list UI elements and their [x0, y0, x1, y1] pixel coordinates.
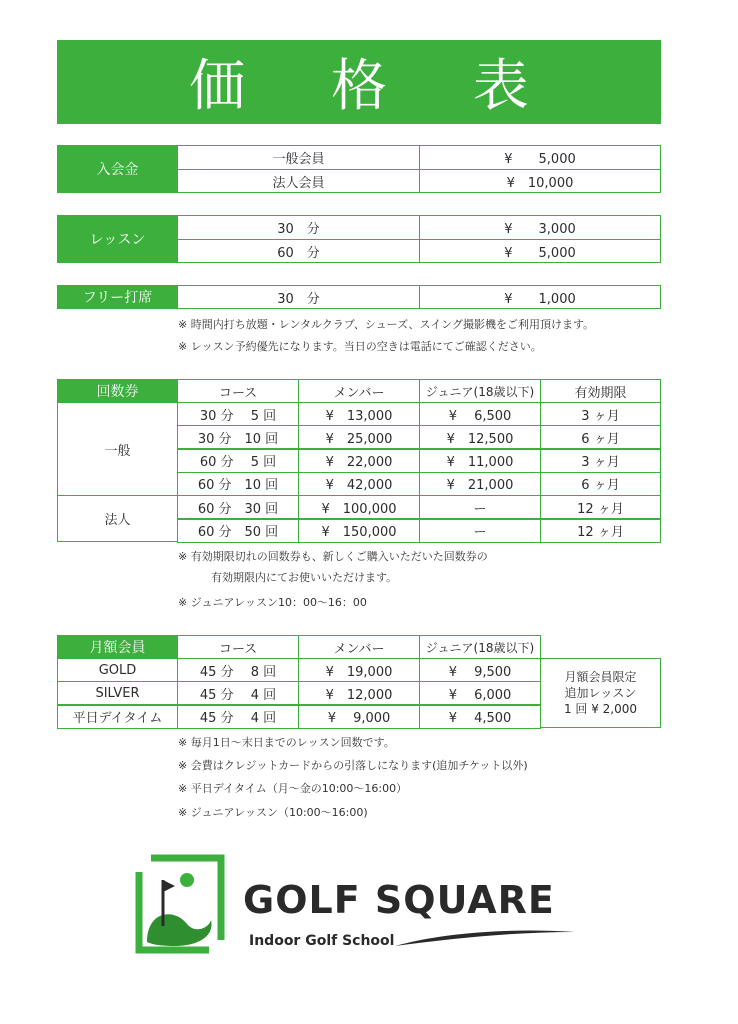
coupon-cell-member: ¥ 42,000: [298, 472, 420, 496]
coupon-cell-junior: ¥ 11,000: [419, 449, 541, 473]
coupon-cell-member: ¥ 100,000: [298, 495, 420, 519]
free-seat-price: ¥ 1,000: [419, 285, 661, 309]
coupon-header-4: 有効期限: [540, 379, 661, 403]
monthly-cell-member: ¥ 12,000: [298, 681, 420, 705]
logo-swoosh: [395, 928, 575, 948]
coupon-group-corporate: 法人: [57, 495, 178, 542]
coupon-header-1: コース: [177, 379, 299, 403]
free-seat-note-2: ※ レッスン予約優先になります。当日の空きは電話にてご確認ください。: [178, 340, 542, 353]
coupon-cell-member: ¥ 13,000: [298, 402, 420, 426]
monthly-cell-plan: 平日デイタイム: [57, 705, 178, 729]
coupon-cell-course: 60 分 5 回: [177, 449, 299, 473]
coupon-cell-junior: ¥ 12,500: [419, 425, 541, 449]
coupon-note-1: ※ 有効期限切れの回数券も、新しくご購入いただいた回数券の: [178, 550, 488, 563]
monthly-note-2: ※ 会費はクレジットカードからの引落しになります(追加チケット以外): [178, 759, 528, 772]
side-note-line-1: 月額会員限定: [564, 670, 637, 684]
coupon-cell-course: 60 分 10 回: [177, 472, 299, 496]
enrollment-name-2: 法人会員: [177, 169, 420, 193]
lesson-name-1: 30 分: [177, 215, 420, 240]
coupon-cell-expiry: 6 ヶ月: [540, 425, 661, 449]
coupon-cell-course: 30 分 10 回: [177, 425, 299, 449]
coupon-cell-expiry: 6 ヶ月: [540, 472, 661, 496]
free-seat-name: 30 分: [177, 285, 420, 309]
lesson-label: レッスン: [57, 215, 178, 263]
coupon-cell-expiry: 12 ヶ月: [540, 519, 661, 543]
monthly-note-1: ※ 毎月1日〜末日までのレッスン回数です。: [178, 736, 395, 749]
coupon-cell-course: 60 分 50 回: [177, 519, 299, 543]
monthly-cell-member: ¥ 9,000: [298, 705, 420, 729]
golf-flag-icon: [125, 850, 225, 960]
monthly-cell-junior: ¥ 4,500: [419, 705, 541, 729]
coupon-cell-member: ¥ 150,000: [298, 519, 420, 543]
monthly-cell-plan: GOLD: [57, 658, 178, 682]
monthly-cell-junior: ¥ 9,500: [419, 658, 541, 682]
monthly-cell-plan: SILVER: [57, 681, 178, 705]
monthly-cell-course: 45 分 4 回: [177, 681, 299, 705]
monthly-header-0: 月額会員: [57, 635, 178, 659]
monthly-note-3: ※ 平日デイタイム（月〜金の10:00〜16:00）: [178, 782, 408, 795]
logo: [125, 850, 575, 960]
logo-tagline: Indoor Golf School: [249, 933, 395, 949]
free-seat-label: フリー打席: [57, 285, 178, 309]
enrollment-price-1: ¥ 5,000: [419, 145, 661, 170]
monthly-header-1: コース: [177, 635, 299, 659]
enrollment-price-2: ¥ 10,000: [419, 169, 661, 193]
monthly-header-3: ジュニア(18歳以下): [419, 635, 541, 659]
coupon-group-general: 一般: [57, 402, 178, 496]
free-seat-note-1: ※ 時間内打ち放題・レンタルクラブ、シューズ、スイング撮影機をご利用頂けます。: [178, 318, 595, 331]
lesson-price-2: ¥ 5,000: [419, 239, 661, 263]
coupon-cell-member: ¥ 22,000: [298, 449, 420, 473]
coupon-cell-expiry: 3 ヶ月: [540, 449, 661, 473]
coupon-cell-junior: ¥ 21,000: [419, 472, 541, 496]
enrollment-name-1: 一般会員: [177, 145, 420, 170]
lesson-price-1: ¥ 3,000: [419, 215, 661, 240]
logo-brand: GOLF SQUARE: [243, 878, 555, 922]
page-title: 価 格 表: [57, 40, 661, 124]
coupon-cell-junior: ¥ 6,500: [419, 402, 541, 426]
side-note-line-3: 1 回 ¥ 2,000: [563, 702, 638, 716]
coupon-cell-member: ¥ 25,000: [298, 425, 420, 449]
coupon-header-3: ジュニア(18歳以下): [419, 379, 541, 403]
lesson-name-2: 60 分: [177, 239, 420, 263]
side-note-line-2: 追加レッスン: [564, 686, 637, 700]
monthly-cell-course: 45 分 4 回: [177, 705, 299, 729]
coupon-header-2: メンバー: [298, 379, 420, 403]
coupon-header-0: 回数券: [57, 379, 178, 403]
monthly-cell-junior: ¥ 6,000: [419, 681, 541, 705]
monthly-cell-course: 45 分 8 回: [177, 658, 299, 682]
coupon-cell-expiry: 3 ヶ月: [540, 402, 661, 426]
coupon-cell-expiry: 12 ヶ月: [540, 495, 661, 519]
coupon-cell-junior: ー: [419, 519, 541, 543]
coupon-cell-course: 30 分 5 回: [177, 402, 299, 426]
enrollment-label: 入会金: [57, 145, 178, 193]
coupon-note-2: 有効期限内にてお使いいただけます。: [178, 571, 398, 584]
monthly-note-4: ※ ジュニアレッスン（10:00〜16:00): [178, 806, 368, 819]
monthly-header-2: メンバー: [298, 635, 420, 659]
coupon-cell-junior: ー: [419, 495, 541, 519]
monthly-cell-member: ¥ 19,000: [298, 658, 420, 682]
monthly-side-note: [540, 658, 661, 728]
coupon-note-3: ※ ジュニアレッスン10：00〜16：00: [178, 596, 367, 609]
coupon-cell-course: 60 分 30 回: [177, 495, 299, 519]
